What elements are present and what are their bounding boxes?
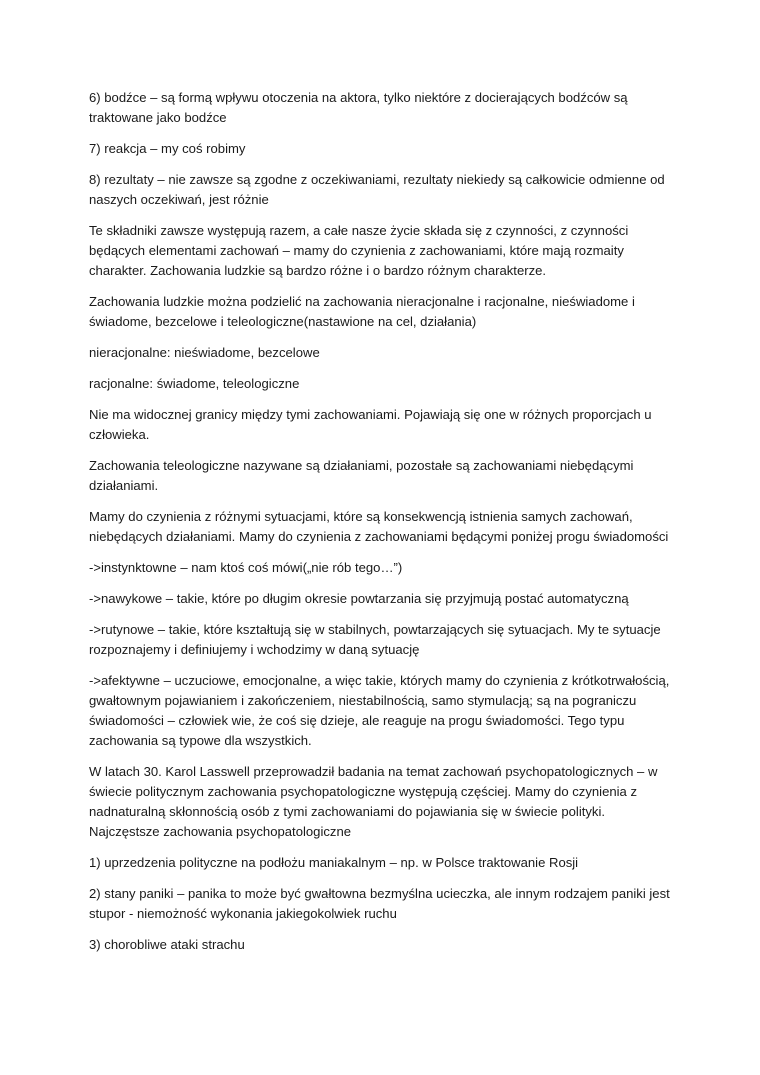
- paragraph-components: Te składniki zawsze występują razem, a całe nasze życie składa się z czynności, z czynności będących elementami zachowań – mamy do czynienia z zachowaniami, które mają rozmaity charakter. Zachowania ludzkie są bardzo różne i o bardzo różnym charakterze.: [89, 223, 629, 278]
- paragraph-lasswell: W latach 30. Karol Lasswell przeprowadził badania na temat zachowań psychopatologicznych – w świecie politycznym zachowania psychopatologiczne występują częściej. Mamy do czynienia z nadnaturalną skłonnością osób z tymi zachowaniami do pojawiania się w świecie polityki. Najczęstsze zachowania psychopatologiczne: [89, 764, 658, 839]
- paragraph-behavior-division: Zachowania ludzkie można podzielić na zachowania nieracjonalne i racjonalne, nieświadome i świadome, bezcelowe i teleologiczne(nastawione na cel, działania): [89, 294, 635, 329]
- paragraph-situations: Mamy do czynienia z różnymi sytuacjami, które są konsekwencją istnienia samych zachowań, niebędących działaniami. Mamy do czynienia z zachowaniami będącymi poniżej progu świadomości: [89, 509, 669, 544]
- paragraph-panic: 2) stany paniki – panika to może być gwałtowna bezmyślna ucieczka, ale innym rodzajem paniki jest stupor - niemożność wykonania jakiegokolwiek ruchu: [89, 886, 670, 921]
- paragraph-stimuli: 6) bodźce – są formą wpływu otoczenia na aktora, tylko niektóre z docierających bodźców są traktowane jako bodźce: [89, 90, 628, 125]
- paragraph-habitual: ->nawykowe – takie, które po długim okresie powtarzania się przyjmują postać automatyczną: [89, 591, 629, 606]
- paragraph-fear-attacks: 3) chorobliwe ataki strachu: [89, 937, 245, 952]
- paragraph-no-boundary: Nie ma widocznej granicy między tymi zachowaniami. Pojawiają się one w różnych proporcjach u człowieka.: [89, 407, 652, 442]
- paragraph-irrational: nieracjonalne: nieświadome, bezcelowe: [89, 345, 320, 360]
- paragraph-affective: ->afektywne – uczuciowe, emocjonalne, a więc takie, których mamy do czynienia z krótkotrwałością, gwałtownym pojawianiem i zakończeniem, niestabilnością, samo stymulacją; są na pograniczu świadomości – człowiek wie, że coś się dzieje, ale reaguje na progu świadomości. Tego typu zachowania są typowe dla wszystkich.: [89, 673, 670, 748]
- paragraph-prejudices: 1) uprzedzenia polityczne na podłożu maniakalnym – np. w Polsce traktowanie Rosji: [89, 855, 579, 870]
- paragraph-rational: racjonalne: świadome, teleologiczne: [89, 376, 300, 391]
- paragraph-routine: ->rutynowe – takie, które kształtują się w stabilnych, powtarzających się sytuacjach. My te sytuacje rozpoznajemy i definiujemy i wchodzimy w daną sytuację: [89, 622, 661, 657]
- document-page: [89, 88, 679, 966]
- paragraph-reaction: 7) reakcja – my coś robimy: [89, 141, 246, 156]
- paragraph-teleological: Zachowania teleologiczne nazywane są działaniami, pozostałe są zachowaniami niebędącymi działaniami.: [89, 458, 634, 493]
- paragraph-results: 8) rezultaty – nie zawsze są zgodne z oczekiwaniami, rezultaty niekiedy są całkowicie odmienne od naszych oczekiwań, jest różnie: [89, 172, 665, 207]
- paragraph-instinctive: ->instynktowne – nam ktoś coś mówi(„nie rób tego…”): [89, 560, 403, 575]
